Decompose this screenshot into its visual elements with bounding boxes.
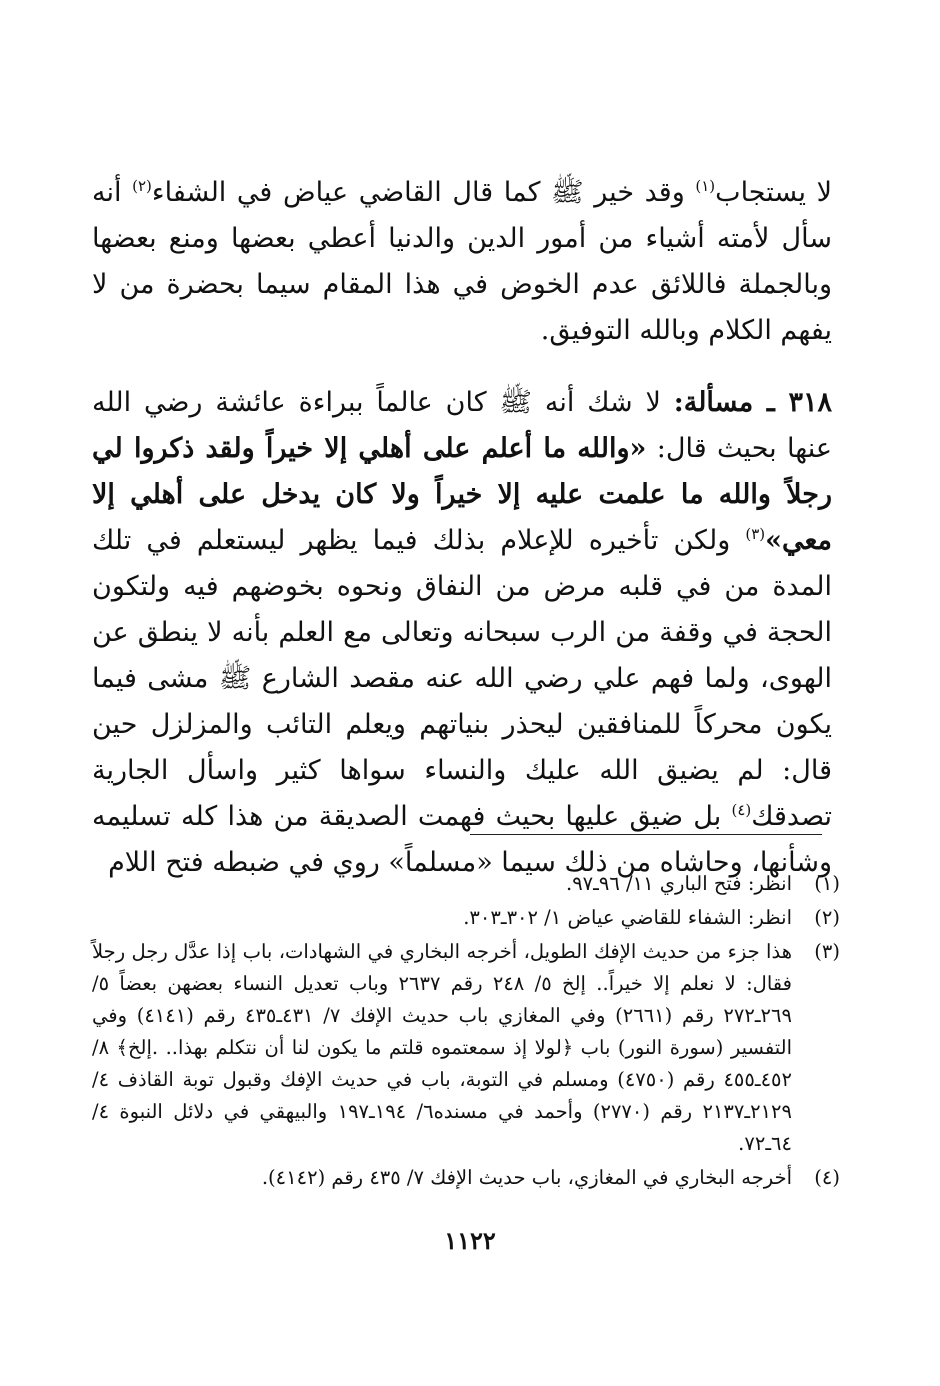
page-number: ١١٢٢ (444, 1226, 496, 1255)
footnote (92, 936, 840, 1160)
footnote-number: (١) (814, 872, 840, 895)
paragraph-text: بل ضيق عليها بحيث فهمت الصديقة من هذا كله تسليمه وشأنها، وحاشاه من ذلك سيما «مسلماً» روي في ضبطه فتح اللام (92, 801, 832, 878)
main-text (92, 170, 832, 886)
paragraph-2 (92, 380, 832, 886)
footnote-number: (٢) (814, 906, 840, 929)
hadith-quote: «والله ما أعلم على أهلي إلا خيراً ولقد ذكروا لي رجلاً والله ما علمت عليه إلا خيراً ولا كان يدخل على أهلي إلا معي» (92, 433, 832, 556)
paragraph-text: لا يستجاب (715, 177, 832, 208)
footnote-ref-2: (٢) (132, 177, 152, 195)
footnote-text: انظر: فتح الباري ١١/ ٩٦ـ٩٧. (566, 872, 792, 895)
paragraph-1 (92, 170, 832, 354)
issue-heading: ٣١٨ ـ مسألة: (673, 387, 832, 418)
paragraph-text: لا شك أنه ﷺ كان عالماً ببراءة عائشة رضي الله عنها بحيث قال: (92, 387, 832, 464)
footnotes (92, 868, 840, 1196)
footnote-ref-1: (١) (695, 177, 716, 195)
paragraph-text: أنه سأل لأمته أشياء من أمور الدين والدنيا أعطي بعضها ومنع بعضها وبالجملة فاللائق عدم الخوض في هذا المقام سيما بحضرة من لا يفهم الكلام وبالله التوفيق. (92, 177, 832, 346)
paragraph-text: ولكن تأخيره للإعلام بذلك فيما يظهر ليستعلم في تلك المدة من في قلبه مرض من النفاق ونحوه بخوضهم فيه ولتكون الحجة في وقفة من الرب سبحانه وتعالى مع العلم بأنه لا ينطق عن الهوى، ولما فهم علي رضي الله عنه مقصد الشارع ﷺ مشى فيما يكون محركاً للمنافقين ليحذر بنياتهم ويعلم التائب والمزلزل حين قال: لم يضيق الله عليك والنساء سواها كثير واسأل الجارية تصدقك (92, 525, 832, 832)
footnote-ref-4: (٤) (731, 801, 752, 819)
footnote (92, 902, 840, 934)
footnote-text: أخرجه البخاري في المغازي، باب حديث الإفك ٧/ ٤٣٥ رقم (٤١٤٢). (261, 1166, 792, 1189)
footnote-separator (470, 834, 822, 835)
footnote-ref-3: (٣) (745, 525, 766, 543)
footnote (92, 868, 840, 900)
footnote-number: (٤) (814, 1166, 840, 1189)
footnote (92, 1162, 840, 1194)
footnote-text: هذا جزء من حديث الإفك الطويل، أخرجه البخاري في الشهادات، باب إذا عدَّل رجل رجلاً فقال: لا نعلم إلا خيراً.. إلخ ٥/ ٢٤٨ رقم ٢٦٣٧ وباب تعديل النساء بعضهن بعضاً ٥/ ٢٦٩ـ٢٧٢ رقم (٢٦٦١) وفي المغازي باب حديث الإفك ٧/ ٤٣١ـ٤٣٥ رقم (٤١٤١) وفي التفسير (سورة النور) باب ﴿لولا إذ سمعتموه قلتم ما يكون لنا أن نتكلم بهذا.. .إلخ﴾ ٨/ ٤٥٢ـ٤٥٥ رقم (٤٧٥٠) ومسلم في التوبة، باب في حديث الإفك وقبول توبة القاذف ٤/ ٢١٢٩ـ٢١٣٧ رقم (٢٧٧٠) وأحمد في مسنده٦/ ١٩٤ـ١٩٧ والبيهقي في دلائل النبوة ٤/ ٦٤ـ٧٢. (92, 940, 792, 1155)
footnote-number: (٣) (814, 940, 840, 963)
footnote-text: انظر: الشفاء للقاضي عياض ١/ ٣٠٢ـ٣٠٣. (463, 906, 792, 929)
paragraph-text: وقد خير ﷺ كما قال القاضي عياض في الشفاء (151, 177, 696, 208)
